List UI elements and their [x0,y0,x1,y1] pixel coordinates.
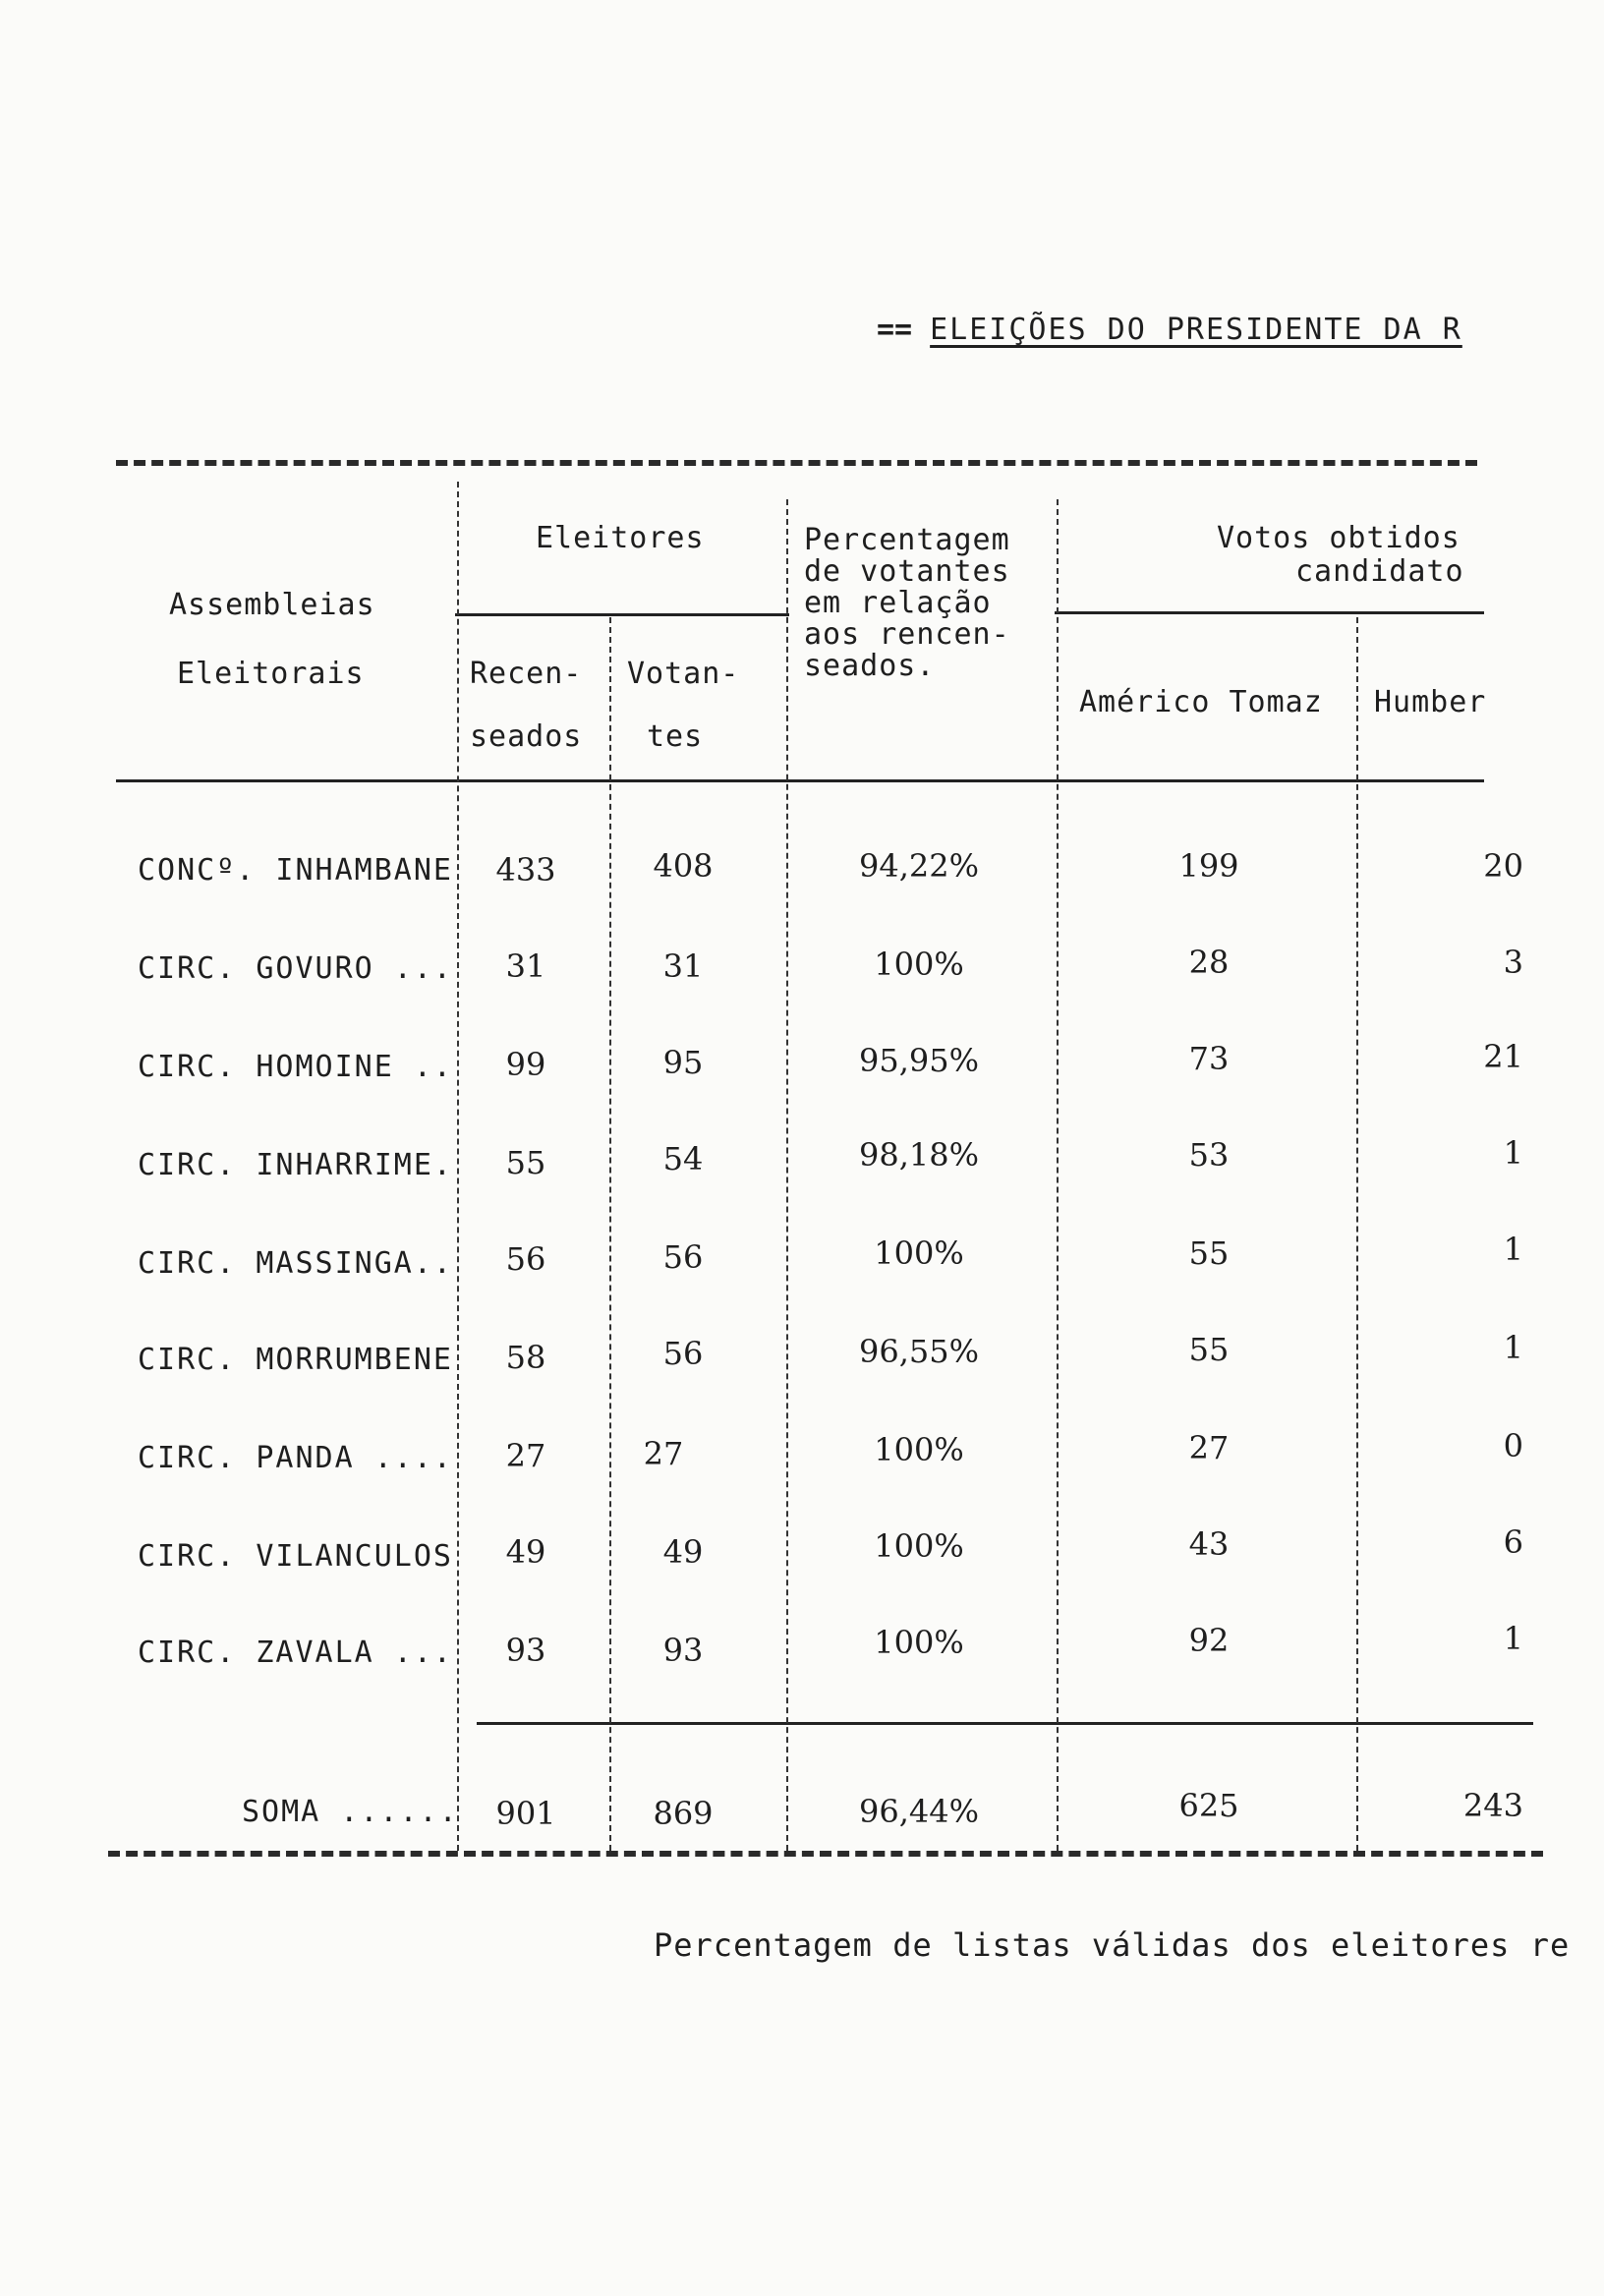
header-percentagem-2: de votantes [804,554,1010,589]
cell-americo-tomaz: 55 [1188,1234,1230,1272]
row-label: CIRC. MASSINGA.. [138,1246,453,1281]
cell-percentagem: 100% [874,1527,964,1565]
total-americo-tomaz: 625 [1178,1787,1239,1824]
cell-humberto: 6 [1503,1523,1523,1561]
header-americo-tomaz: Américo Tomaz [1079,685,1323,719]
cell-percentagem: 100% [874,1624,964,1661]
footnote: Percentagem de listas válidas dos eleitores re [654,1926,1571,1964]
cell-recenseados: 55 [505,1144,546,1181]
eleitores-underline [455,613,789,616]
header-percentagem-5: seados. [804,649,936,683]
divider-assembleias [457,482,459,1851]
cell-humberto: 1 [1503,1620,1523,1657]
row-label: CIRC. PANDA .... [138,1441,453,1475]
cell-votantes: 56 [662,1335,704,1372]
total-humberto: 243 [1462,1787,1523,1824]
header-votantes-2: tes [647,719,704,754]
row-label: CONCº. INHAMBANE [138,853,453,888]
header-votos-obtidos: Votos obtidos [1217,521,1461,555]
cell-humberto: 1 [1503,1231,1523,1268]
header-percentagem-1: Percentagem [804,523,1010,557]
cell-americo-tomaz: 53 [1188,1136,1230,1174]
votos-underline [1055,611,1484,614]
total-percentagem: 96,44% [858,1793,979,1830]
total-label: SOMA ...... [242,1795,459,1829]
cell-humberto: 3 [1503,944,1523,981]
cell-humberto: 21 [1483,1038,1523,1075]
header-percentagem-4: aos rencen- [804,617,1010,652]
cell-americo-tomaz: 73 [1188,1040,1230,1077]
total-recenseados: 901 [495,1795,556,1832]
header-recenseados-2: seados [470,719,583,754]
header-eleitorais: Eleitorais [177,657,365,691]
cell-votantes: 49 [662,1533,704,1571]
header-candidato: candidato [1295,554,1464,589]
cell-recenseados: 56 [505,1240,546,1278]
header-recenseados-1: Recen- [470,657,583,691]
row-label: CIRC. GOVURO ... [138,951,453,986]
cell-votantes: 56 [662,1238,704,1276]
title-text: ELEIÇÕES DO PRESIDENTE DA R [930,313,1462,347]
cell-humberto: 20 [1483,847,1523,885]
cell-recenseados: 31 [505,947,546,985]
table-top-rule [116,460,1477,466]
cell-humberto: 0 [1503,1427,1523,1464]
row-label: CIRC. MORRUMBENE [138,1343,453,1377]
document-title [877,313,1462,347]
row-label: CIRC. INHARRIME. [138,1148,453,1182]
cell-recenseados: 99 [505,1046,546,1083]
cell-percentagem: 100% [874,1234,964,1272]
cell-americo-tomaz: 55 [1188,1331,1230,1368]
header-percentagem-3: em relação [804,586,992,620]
cell-recenseados: 58 [505,1339,546,1376]
divider-percentagem [1057,499,1059,1851]
table-bottom-rule [108,1851,1543,1857]
cell-americo-tomaz: 43 [1188,1525,1230,1563]
header-humberto: Humber [1374,685,1487,719]
cell-americo-tomaz: 28 [1188,944,1230,981]
cell-percentagem: 98,18% [858,1136,979,1174]
cell-recenseados: 27 [505,1437,546,1474]
total-votantes: 869 [653,1795,714,1832]
cell-percentagem: 95,95% [858,1042,979,1079]
divider-recenseados [609,617,611,1851]
cell-votantes: 27 [643,1435,684,1472]
cell-percentagem: 94,22% [858,847,979,885]
cell-humberto: 1 [1503,1329,1523,1366]
divider-votantes [786,499,788,1851]
cell-votantes: 31 [662,947,704,985]
cell-recenseados: 93 [505,1632,546,1669]
row-label: CIRC. HOMOINE .. [138,1050,453,1084]
header-bottom-rule [116,779,1484,782]
cell-percentagem: 100% [874,946,964,983]
cell-percentagem: 96,55% [858,1333,979,1370]
row-label: CIRC. VILANCULOS [138,1539,453,1574]
cell-votantes: 95 [662,1044,704,1081]
cell-votantes: 54 [662,1140,704,1177]
cell-humberto: 1 [1503,1134,1523,1172]
cell-votantes: 408 [653,847,714,885]
header-assembleias: Assembleias [169,588,375,622]
cell-americo-tomaz: 27 [1188,1429,1230,1466]
cell-percentagem: 100% [874,1431,964,1468]
cell-americo-tomaz: 92 [1188,1622,1230,1659]
cell-americo-tomaz: 199 [1178,847,1239,885]
cell-votantes: 93 [662,1632,704,1669]
title-prefix: == [877,313,913,347]
cell-recenseados: 433 [495,851,556,889]
divider-candidates [1356,617,1358,1851]
cell-recenseados: 49 [505,1533,546,1571]
header-eleitores: Eleitores [536,521,705,555]
header-votantes-1: Votan- [627,657,740,691]
row-label: CIRC. ZAVALA ... [138,1636,453,1670]
subtotal-rule [477,1722,1533,1725]
